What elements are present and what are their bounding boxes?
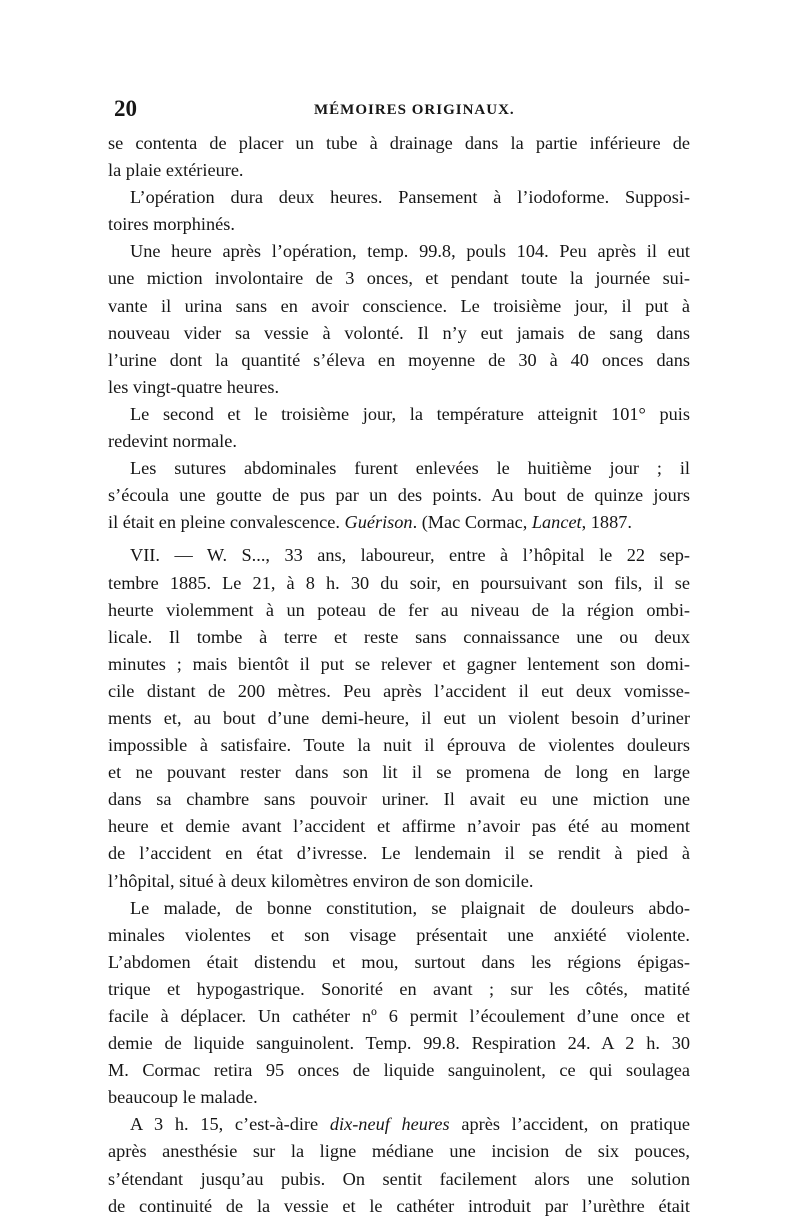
italic-phrase: dix-neuf heures [329,1114,450,1135]
text-line: Le malade, de bonne constitution, se plaignait de douleurs abdo- [130,897,690,918]
text-segment: après l’accident, on pratique [449,1114,691,1135]
text-line: L’opération dura deux heures. Pansement à l’iodoforme. Supposi- [130,187,690,208]
text-line: M. Cormac retira 95 onces de liquide sanguinolent, ce qui soulagea [108,1060,690,1081]
text-line: de continuité de la vessie et le cathéter introduit par l’urèthre était [108,1195,690,1216]
text-line: vante il urina sans en avoir conscience. Le troisième jour, il put à [108,295,690,316]
page-number: 20 [114,96,137,121]
text-line: minales violentes et son visage présentait une anxiété violente. [108,924,690,945]
text-line: impossible à satisfaire. Toute la nuit il éprouva de violentes douleurs [108,735,690,756]
italic-word: Guérison [344,512,413,533]
text-line: toires morphinés. [108,214,235,235]
text-line: une miction involontaire de 3 onces, et pendant toute la journée sui- [108,268,690,289]
page-header [108,96,690,126]
text-line: Le second et le troisième jour, la température atteignit 101° puis [130,403,690,424]
text-segment: . (Mac Cormac, [412,512,532,533]
italic-journal: Lancet [531,512,582,533]
text-line: de l’accident en état d’ivresse. Le lendemain il se rendit à pied à [108,843,690,864]
text-segment: A 3 h. 15, c’est-à-dire [130,1114,330,1135]
text-line: minutes ; mais bientôt il put se relever et gagner lentement son domi- [108,653,690,674]
text-line: se contenta de placer un tube à drainage dans la partie inférieure de [108,133,690,153]
text-line [108,509,690,536]
text-line: trique et hypogastrique. Sonorité en avant ; sur les côtés, matité [108,978,690,999]
text-line: s’étendant jusqu’au pubis. On sentit facilement alors une solution [108,1168,690,1189]
text-segment: il était en pleine convalescence. [108,512,345,533]
text-line: cile distant de 200 mètres. Peu après l’accident il eut deux vomisse- [108,680,690,701]
text-line: facile à déplacer. Un cathéter nº 6 permit l’écoulement d’une once et [108,1006,690,1026]
text-line: L’abdomen était distendu et mou, surtout dans les régions épigas- [108,951,690,972]
text-line: VII. — W. S..., 33 ans, laboureur, entre à l’hôpital le 22 sep- [130,545,690,566]
text-line: s’écoula une goutte de pus par un des points. Au bout de quinze jours [108,485,690,506]
text-line: heure et demie avant l’accident et affirme n’avoir pas été au moment [108,816,690,837]
text-line: l’urine dont la quantité s’éleva en moyenne de 30 à 40 onces dans [108,349,690,370]
text-line: demie de liquide sanguinolent. Temp. 99.8. Respiration 24. A 2 h. 30 [108,1033,690,1054]
text-line [108,1111,690,1138]
running-title: MÉMOIRES ORIGINAUX. [314,102,515,118]
text-line: Une heure après l’opération, temp. 99.8, pouls 104. Peu après il eut [130,241,690,262]
text-line: nouveau vider sa vessie à volonté. Il n’y eut jamais de sang dans [108,322,690,343]
text-line: Les sutures abdominales furent enlevées le huitième jour ; il [130,458,690,479]
text-line: redevint normale. [108,431,237,452]
text-line: beaucoup le malade. [108,1087,258,1108]
text-line: l’hôpital, situé à deux kilomètres environ de son domicile. [108,870,534,891]
page-body [108,130,690,1220]
text-line: la plaie extérieure. [108,160,244,181]
text-line: licale. Il tombe à terre et reste sans connaissance une ou deux [108,626,690,647]
text-line: et ne pouvant rester dans son lit il se promena de long en large [108,762,690,783]
text-line: après anesthésie sur la ligne médiane une incision de six pouces, [108,1141,690,1162]
text-line: tembre 1885. Le 21, à 8 h. 30 du soir, en poursuivant son fils, il se [108,572,690,593]
text-line: dans sa chambre sans pouvoir uriner. Il avait eu une miction une [108,789,690,810]
text-segment: , 1887. [581,512,632,533]
text-line: ments et, au bout d’une demi-heure, il eut un violent besoin d’uriner [108,707,690,728]
text-line: heurte violemment à un poteau de fer au niveau de la région ombi- [108,599,690,620]
text-line: les vingt-quatre heures. [108,376,280,397]
